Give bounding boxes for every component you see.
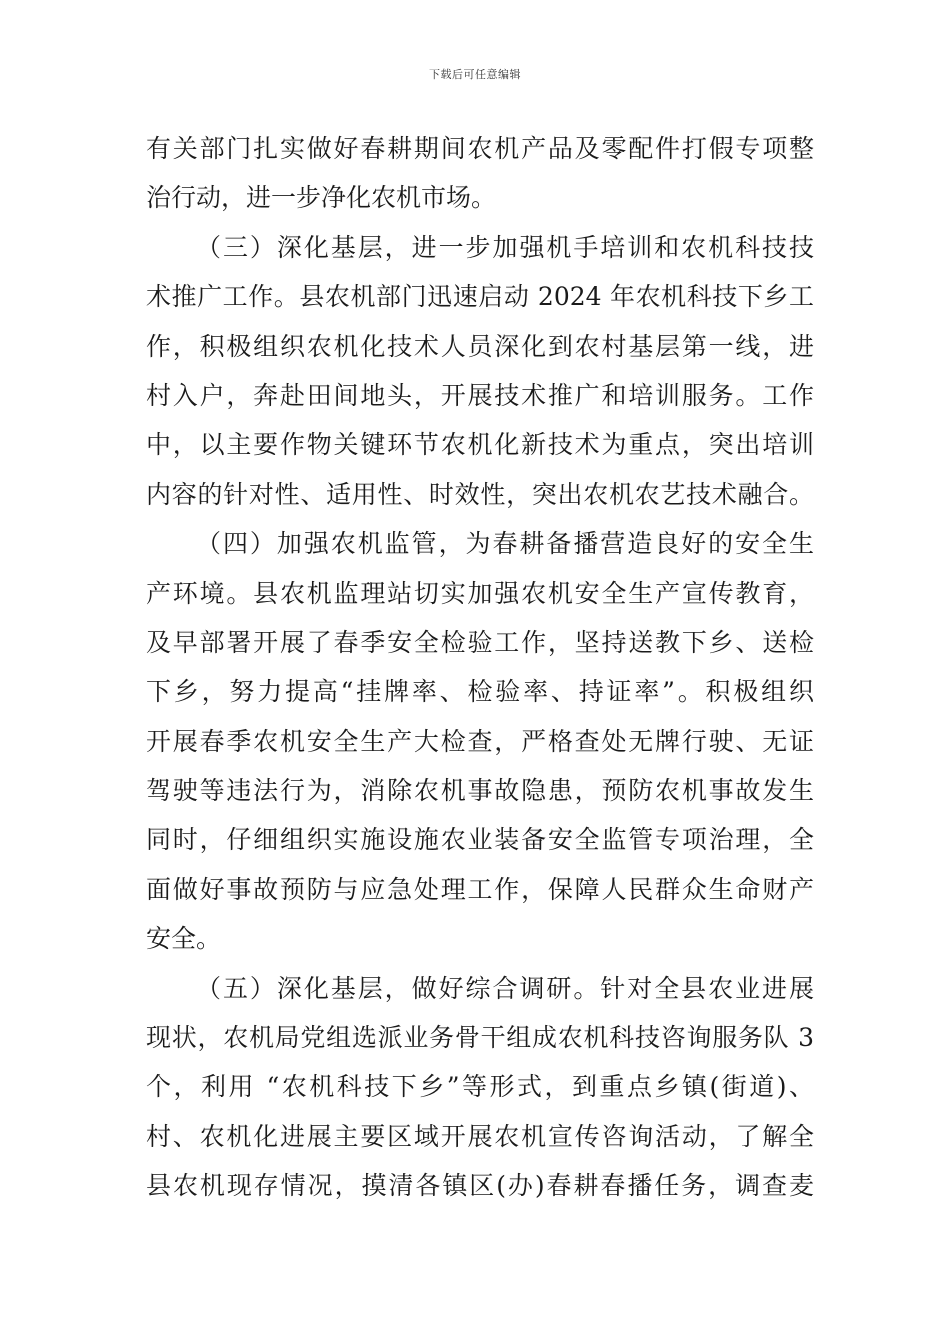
text-line: 现状，农机局党组选派业务骨干组成农机科技咨询服务队 3 <box>146 1023 814 1053</box>
text-line: 面做好事故预防与应急处理工作，保障人民群众生命财产 <box>146 874 814 904</box>
text-line: 术推广工作。县农机部门迅速启动 2024 年农机科技下乡工 <box>146 282 814 312</box>
text-line: 村入户，奔赴田间地头，开展技术推广和培训服务。工作 <box>146 380 814 410</box>
text-line: （四）加强农机监管，为春耕备播营造良好的安全生 <box>196 529 814 559</box>
text-line: 同时，仔细组织实施设施农业装备安全监管专项治理，全 <box>146 825 814 855</box>
page-header: 下载后可任意编辑 <box>429 68 521 81</box>
text-line: 及早部署开展了春季安全检验工作，坚持送教下乡、送检 <box>146 627 814 657</box>
text-line: 有关部门扎实做好春耕期间农机产品及零配件打假专项整 <box>146 134 814 163</box>
text-line: 内容的针对性、适用性、时效性，突出农机农艺技术融合。 <box>146 479 814 509</box>
text-line: 个，利用 “农机科技下乡”等形式，到重点乡镇(街道)、 <box>146 1072 814 1102</box>
text-line: 中，以主要作物关键环节农机化新技术为重点，突出培训 <box>146 430 814 460</box>
text-line: 下乡，努力提高“挂牌率、检验率、持证率”。积极组织 <box>146 677 814 707</box>
text-line: 村、农机化进展主要区域开展农机宣传咨询活动，了解全 <box>146 1121 814 1151</box>
text-line: （三）深化基层，进一步加强机手培训和农机科技技 <box>196 232 814 262</box>
text-line: 驾驶等违法行为，消除农机事故隐患，预防农机事故发生 <box>146 776 814 806</box>
document-body <box>146 124 814 1211</box>
text-line: 作，积极组织农机化技术人员深化到农村基层第一线，进 <box>146 331 814 361</box>
text-line: 县农机现存情况，摸清各镇区(办)春耕春播任务，调查麦 <box>146 1171 814 1201</box>
text-line: 产环境。县农机监理站切实加强农机安全生产宣传教育， <box>146 578 814 608</box>
text-line: （五）深化基层，做好综合调研。针对全县农业进展 <box>196 973 814 1003</box>
text-line: 安全。 <box>146 924 222 954</box>
text-line: 开展春季农机安全生产大检查，严格查处无牌行驶、无证 <box>146 726 814 756</box>
text-line: 治行动，进一步净化农机市场。 <box>146 183 497 213</box>
